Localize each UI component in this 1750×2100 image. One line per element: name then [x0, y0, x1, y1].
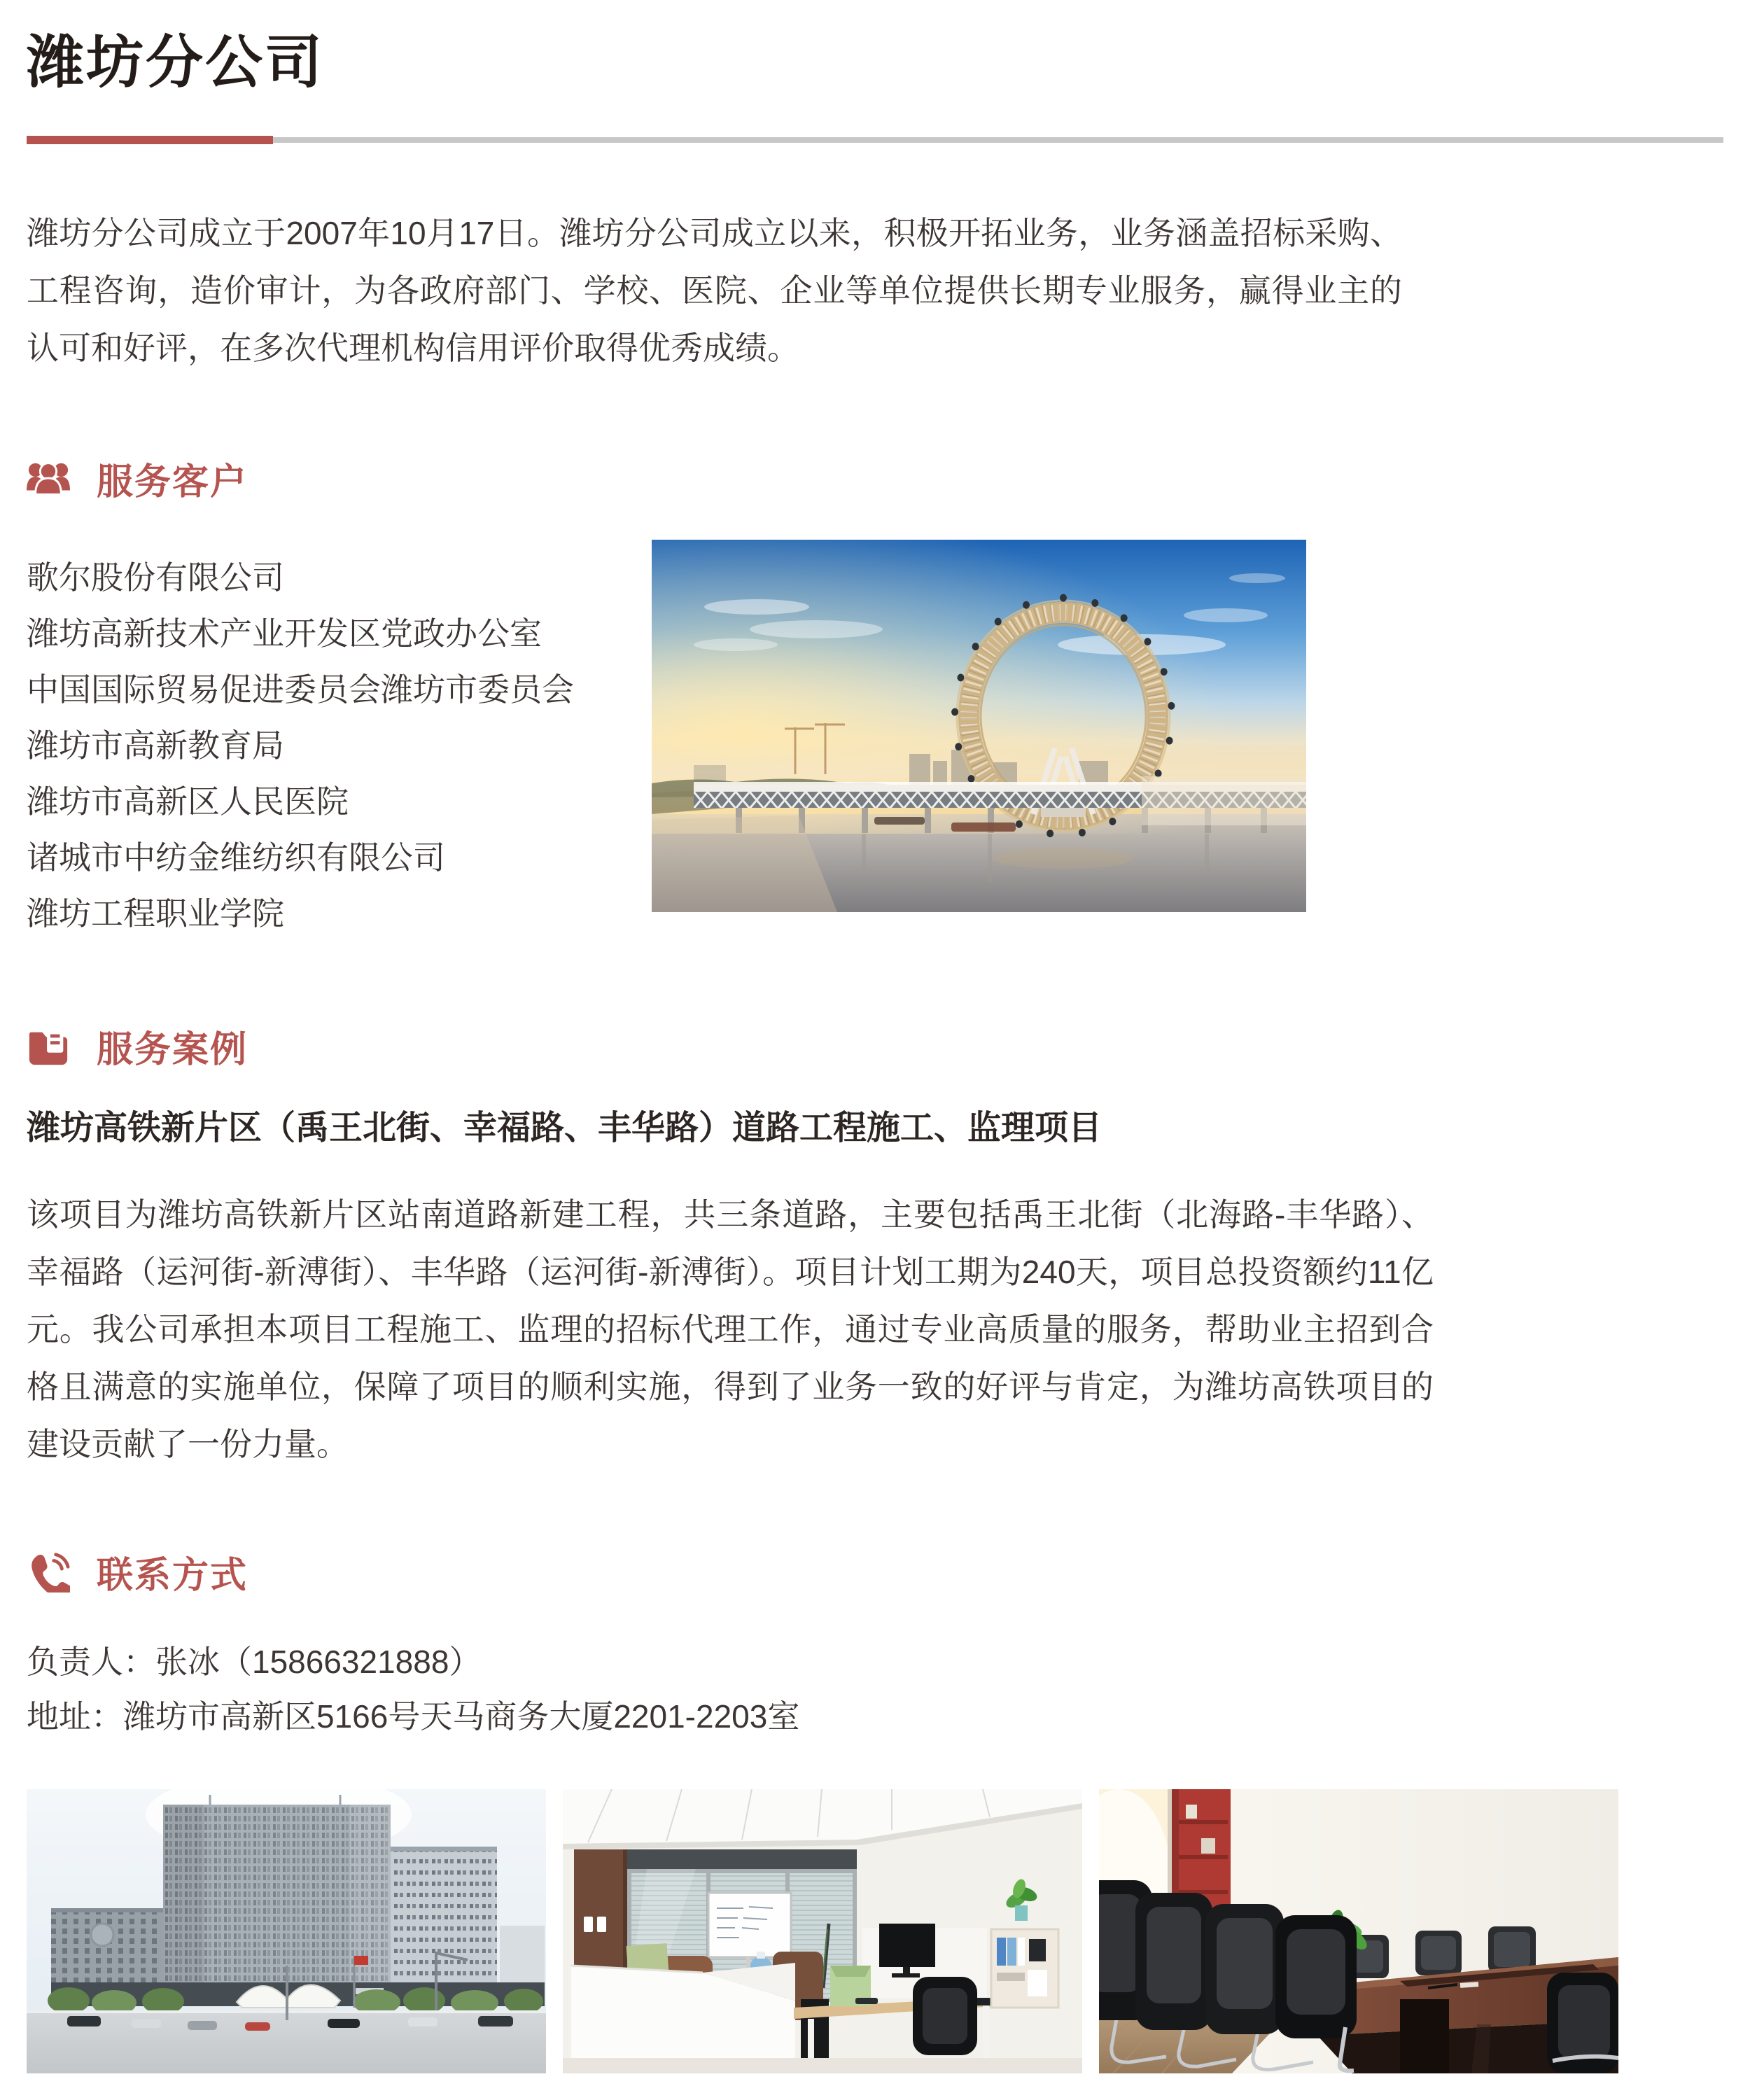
client-list [27, 550, 643, 941]
contact-person: 负责人：张冰（15866321888） [27, 1644, 482, 1680]
case-title: 潍坊高铁新片区（禹王北街、幸福路、丰华路）道路工程施工、监理项目 [27, 1110, 1102, 1147]
client-item: 歌尔股份有限公司 [27, 559, 284, 596]
section-head-cases [27, 1020, 1723, 1072]
section-title-contact: 联系方式 [97, 1555, 248, 1596]
client-item: 潍坊工程职业学院 [27, 895, 284, 932]
office-photo-row [27, 1789, 1723, 2073]
page-title: 潍坊分公司 [27, 31, 325, 94]
ferris-wheel-bridge-photo [652, 540, 1306, 912]
client-item: 潍坊市高新区人民医院 [27, 783, 349, 820]
company-intro-paragraph: 潍坊分公司成立于2007年10月17日。潍坊分公司成立以来，积极开拓业务，业务涵盖招标采购、工程咨询，造价审计，为各政府部门、学校、医院、企业等单位提供长期专业服务，赢得业主的认可和好评，在多次代理机构信用评价取得优秀成绩。 [27, 215, 1402, 366]
client-item: 潍坊市高新教育局 [27, 727, 284, 764]
section-head-contact [27, 1546, 1723, 1598]
office-building-photo [27, 1789, 546, 2073]
divider-red-accent [27, 136, 273, 144]
users-icon [27, 458, 70, 499]
client-item: 中国国际贸易促进委员会潍坊市委员会 [27, 671, 574, 708]
divider-gray-line [272, 137, 1723, 143]
section-head-clients [27, 452, 1723, 505]
phone-icon [27, 1552, 70, 1592]
client-item: 诸城市中纺金维纺织有限公司 [27, 839, 445, 876]
title-divider [27, 136, 1723, 144]
case-description: 该项目为潍坊高铁新片区站南道路新建工程，共三条道路，主要包括禹王北街（北海路-丰华路）、幸福路（运河街-新溥街）、丰华路（运河街-新溥街）。项目计划工期为240天，项目总投资额约11亿元。我公司承担本项目工程施工、监理的招标代理工作，通过专业高质量的服务，帮助业主招到合格且满意的实施单位，保障了项目的顺利实施，得到了业务一致的好评与肯定，为潍坊高铁项目的建设贡献了一份力量。 [27, 1196, 1434, 1462]
office-interior-photo [563, 1789, 1082, 2073]
contact-address: 地址：潍坊市高新区5166号天马商务大厦2201-2203室 [27, 1698, 800, 1735]
section-title-cases: 服务案例 [97, 1030, 248, 1070]
clients-block [27, 550, 1723, 941]
section-title-clients: 服务客户 [97, 462, 248, 503]
folder-icon [27, 1026, 70, 1067]
client-item: 潍坊高新技术产业开发区党政办公室 [27, 615, 542, 652]
meeting-room-photo [1099, 1789, 1618, 2073]
right-chair [1547, 1973, 1618, 2073]
contact-info [27, 1634, 1723, 1744]
